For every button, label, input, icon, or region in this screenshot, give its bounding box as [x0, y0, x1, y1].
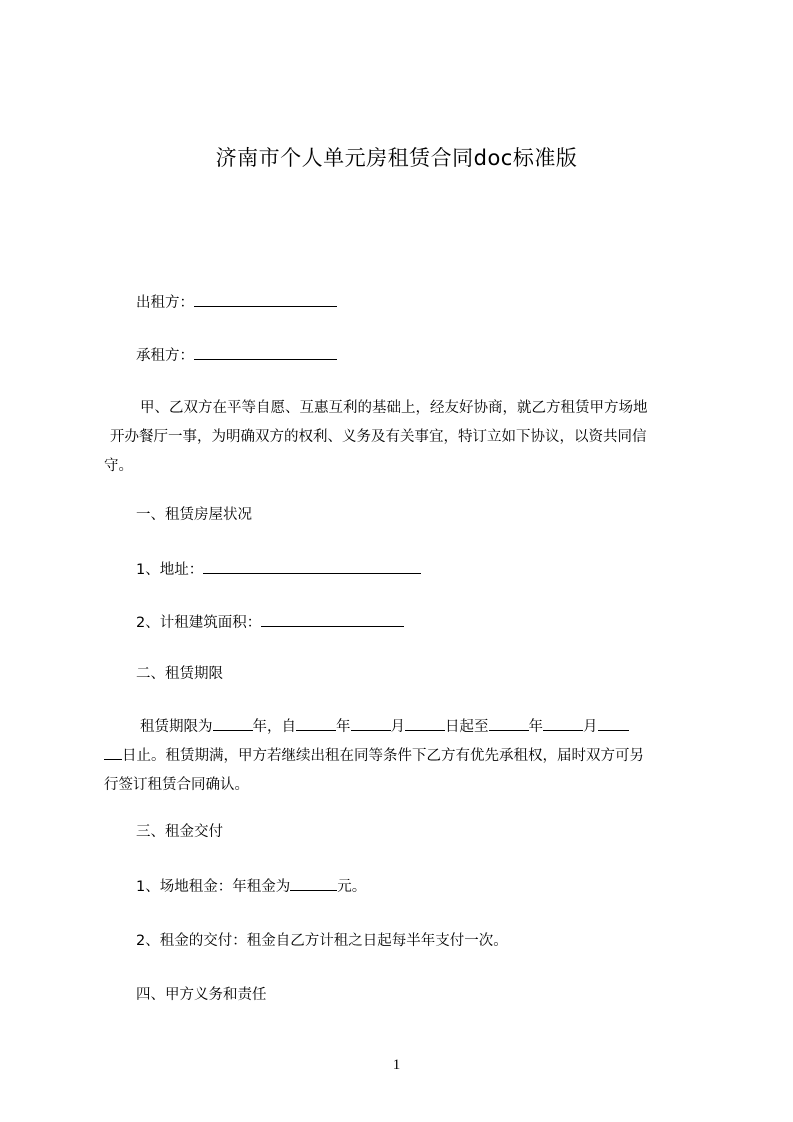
section-1-heading: 一、租赁房屋状况 [136, 507, 252, 523]
document-title: 济南市个人单元房租赁合同doc标准版 [215, 146, 578, 170]
rent-line [136, 876, 366, 897]
rent-label: 1、场地租金：年租金为 [136, 879, 291, 895]
end-year-blank [489, 716, 529, 731]
intro-line: 甲、乙双方在平等自愿、互惠互利的基础上，经友好协商，就乙方租赁甲方场地 [140, 400, 648, 416]
end-year-text: 年 [528, 719, 543, 735]
rent-amount-blank [290, 876, 337, 891]
lessor-line [136, 292, 337, 313]
lessee-blank [194, 345, 337, 360]
lessee-line [136, 345, 337, 366]
end-day-blank-part1 [598, 716, 629, 731]
term-paragraph [104, 713, 704, 800]
start-year-text: 年 [336, 719, 351, 735]
end-day-blank-part2 [104, 745, 122, 760]
section-3-heading: 三、租金交付 [136, 824, 223, 840]
intro-paragraph [104, 394, 704, 481]
address-blank [203, 559, 421, 574]
term-line-3: 行签订租赁合同确认。 [104, 777, 249, 793]
area-line [136, 612, 404, 633]
rent-unit: 元。 [337, 879, 367, 895]
address-label: 1、地址： [136, 562, 204, 578]
start-day-text: 日起至 [445, 719, 489, 735]
intro-line: 开办餐厅一事，为明确双方的权利、义务及有关事宜，特订立如下协议，以资共同信 [110, 429, 647, 445]
start-month-text: 月 [390, 719, 405, 735]
term-line-2 [104, 742, 704, 771]
area-blank [261, 612, 404, 627]
start-year-blank [296, 716, 336, 731]
term-length-blank [213, 716, 253, 731]
lessor-label: 出租方： [136, 295, 194, 311]
section-2-heading: 二、租赁期限 [136, 666, 223, 682]
page-number: 1 [392, 1057, 401, 1073]
address-line [136, 559, 421, 580]
term-line-2-text: 日止。租赁期满，甲方若继续出租在同等条件下乙方有优先承租权，届时双方可另 [122, 748, 644, 764]
area-label: 2、计租建筑面积： [136, 615, 262, 631]
lessee-label: 承租方： [136, 348, 194, 364]
payment-line: 2、租金的交付：租金自乙方计租之日起每半年支付一次。 [136, 933, 508, 949]
end-month-text: 月 [583, 719, 598, 735]
term-year-text: 年，自 [252, 719, 296, 735]
term-line-1 [104, 713, 704, 742]
end-month-blank [543, 716, 583, 731]
start-day-blank [405, 716, 445, 731]
lessor-blank [194, 292, 337, 307]
start-month-blank [351, 716, 391, 731]
section-4-heading: 四、甲方义务和责任 [136, 987, 267, 1003]
intro-line: 守。 [104, 458, 133, 474]
term-prefix: 租赁期限为 [140, 719, 213, 735]
